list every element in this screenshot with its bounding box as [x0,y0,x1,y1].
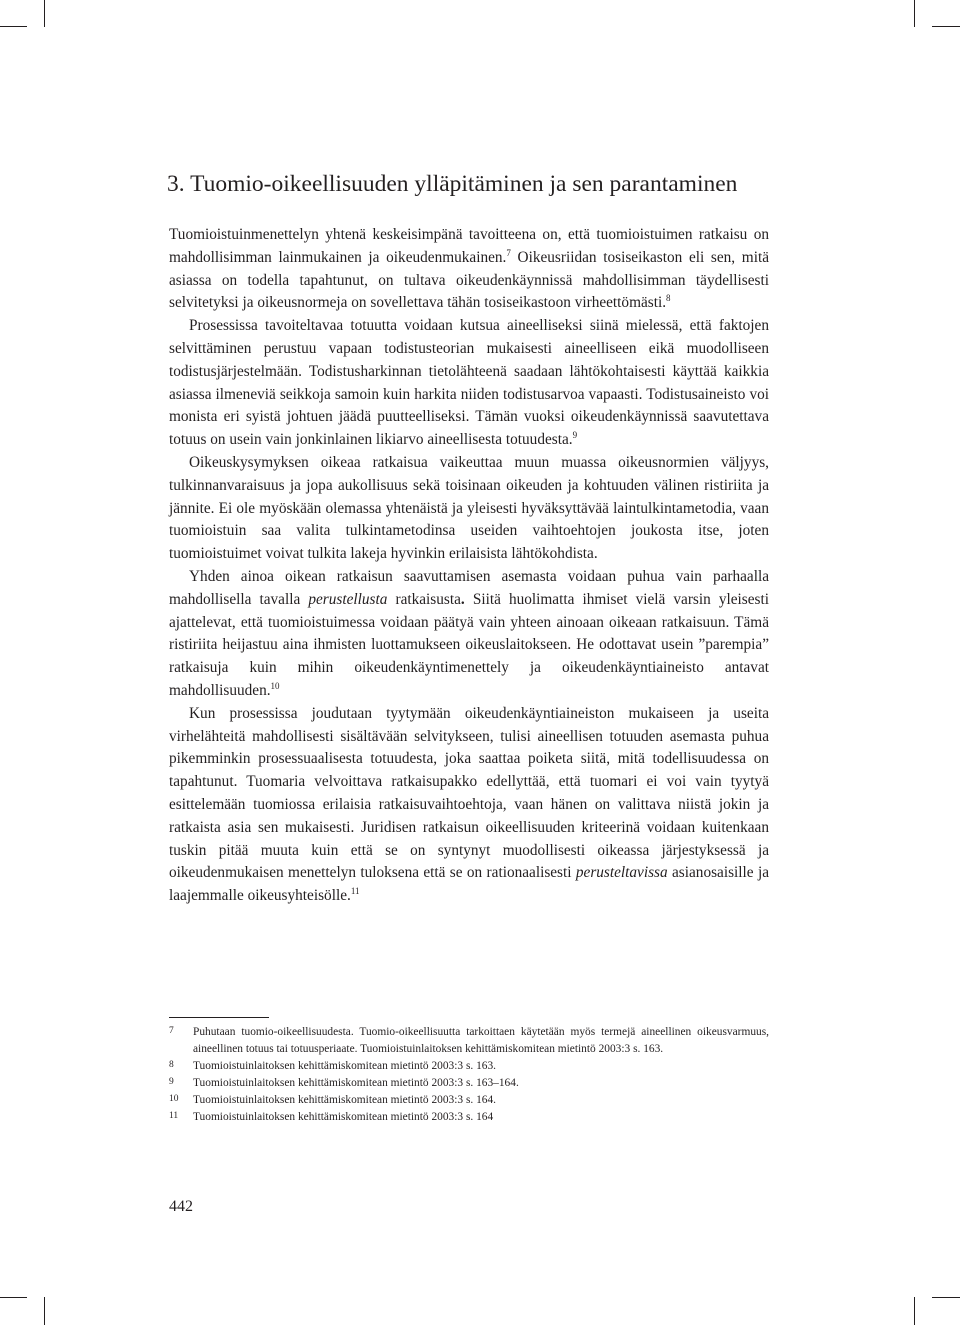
footnote-number: 11 [169,1111,179,1121]
paragraph-4-text-b: ratkaisusta [387,590,461,608]
footnote-text: Tuomioistuinlaitoksen kehittämiskomitean mietintö 2003:3 s. 164. [193,1094,497,1106]
paragraph-2-text: Prosessissa tavoiteltavaa totuutta voidaan kutsua aineelliseksi siinä mielessä, että faktojen selvittäminen perustuu vapaan todistusteorian mukaisesti aineelliseen eikä muodolliseen todistusjärjestelmään. Todistusharkinnan tietolähteenä saadaan lähtökohtaisesti käyttää kaikkia asiassa ilmeneviä seikkoja samoin kuin harkita niiden todistusarvoa vapaasti. Todistusaineisto voi monista eri syistä johtuen jäädä puutteelliseksi. Tämän vuoksi oikeudenkäynnissä saavutettava totuus on usein vain jonkinlainen likiarvo aineellisesta totuudesta. [169,317,769,449]
footnote-7 [169,1024,769,1058]
footnote-ref-10: 10 [270,680,280,691]
footnote-separator [169,1017,269,1018]
body-text [169,224,769,908]
footnote-number: 10 [169,1094,179,1104]
paragraph-4-bold-dot: . [460,590,465,608]
footnote-number: 9 [169,1077,174,1087]
paragraph-4-text-a: Yhden ainoa oikean ratkaisun saavuttamisen asemasta voidaan puhua vain parhaalla mahdollisella tavalla [169,567,769,608]
footnote-11 [169,1109,769,1126]
footnote-text: Tuomioistuinlaitoksen kehittämiskomitean mietintö 2003:3 s. 164 [193,1111,494,1123]
footnote-text: Tuomioistuinlaitoksen kehittämiskomitean mietintö 2003:3 s. 163. [193,1060,497,1072]
footnote-number: 8 [169,1060,174,1070]
paragraph-5-text-b: asianosaisille ja laajemmalle oikeusyhteisölle. [169,864,769,905]
footnote-9 [169,1075,769,1092]
footnote-number: 7 [169,1026,174,1036]
paragraph-4-text-c: Siitä huolimatta ihmiset vielä varsin yleisesti ajattelevat, että tuomioistuimessa voidaan päätyä vain yhteen ainoaan oikeaan ratkaisuun. Tämä ristiriita heijastuu aina ihmisten luottamukseen oikeuslaitokseen. He odottavat usein ”parempia” ratkaisuja kuin mihin oikeudenkäyntimenettely ja oikeudenkäyntiaineisto antavat mahdollisuuden. [169,590,769,699]
footnote-ref-9: 9 [572,430,578,441]
section-heading: 3. Tuomio-oikeellisuuden ylläpitäminen ja sen parantaminen [167,171,738,197]
footnote-text: Puhutaan tuomio-oikeellisuudesta. Tuomio-oikeellisuutta tarkoittaen käytetään myös termejä aineellinen oikeusvarmuus, aineellinen totuus tai totuusperiaate. Tuomioistuinlaitoksen kehittämiskomitean mietintö 2003:3 s. 163. [193,1026,769,1055]
page-number: 442 [169,1198,193,1215]
footnote-text: Tuomioistuinlaitoksen kehittämiskomitean mietintö 2003:3 s. 163–164. [193,1077,519,1089]
paragraph-4-emphasis: perustellusta [308,590,388,608]
paragraph-3-text: Oikeuskysymyksen oikeaa ratkaisua vaikeuttaa muun muassa oikeusnormien väljyys, tulkinnanvaraisuus ja jopa aukollisuus sekä toisinaan oikeuden ja kohtuuden välinen ristiriita ja jännite. Ei ole myöskään olemassa yhtenäistä ja yleisesti hyväksyttävää laintulkintametodia, vaan tuomioistuin saa valita tulkintametodinsa useiden vaihtoehtojen joukosta itse, joten tuomioistuimet voivat tulkita lakeja hyvinkin erilaisista lähtökohdista. [169,453,769,563]
footnotes [169,1024,769,1126]
paragraph-2 [169,315,769,452]
paragraph-1-text-b: Oikeusriidan tosiseikaston eli sen, mitä asiassa on todella tapahtunut, on tultava oikeudenkäynnissä mahdollisimman täydellisesti selvitetyksi ja oikeusnormeja on sovellettava tähän tosiseikastoon virheettömästi. [169,248,769,312]
paragraph-3 [169,452,769,566]
footnote-10 [169,1092,769,1109]
paragraph-4 [169,566,769,703]
paragraph-5 [169,703,769,908]
paragraph-5-emphasis: perusteltavissa [575,864,668,882]
footnote-ref-8: 8 [666,293,671,304]
paragraph-1-text-a: Tuomioistuinmenettelyn yhtenä keskeisimpänä tavoitteena on, että tuomioistuimen ratkaisu on mahdollisimman lainmukainen ja oikeudenmukainen. [169,226,769,266]
footnote-8 [169,1058,769,1075]
paragraph-5-text-a: Kun prosessissa joudutaan tyytymään oikeudenkäyntiaineiston mukaiseen ja useita virhelähteitä mahdollisesti sisältävään selvitykseen, tulisi aineellisen totuuden asemasta puhua pikemminkin prosessuaalisesta totuudesta, joka saattaa poiketa siitä, mitä todellisuudessa on tapahtunut. Tuomaria velvoittava ratkaisupakko edellyttää, että tuomari ei voi vain tyytyä esittelemään tuomiossa erilaisia ratkaisuvaihtoehtoja, vaan hänen on valittava niistä jokin ja ratkaista asia sen mukaisesti. Juridisen ratkaisun oikeellisuuden kriteerinä voidaan kuitenkaan tuskin pitää muuta kuin että se on syntynyt muodollisesti oikeassa järjestyksessä ja oikeudenmukaisen menettelyn tuloksena että se on rationaalisesti [169,704,769,882]
footnote-ref-11: 11 [350,886,360,897]
footnote-ref-7: 7 [506,247,511,258]
paragraph-1 [169,224,769,315]
